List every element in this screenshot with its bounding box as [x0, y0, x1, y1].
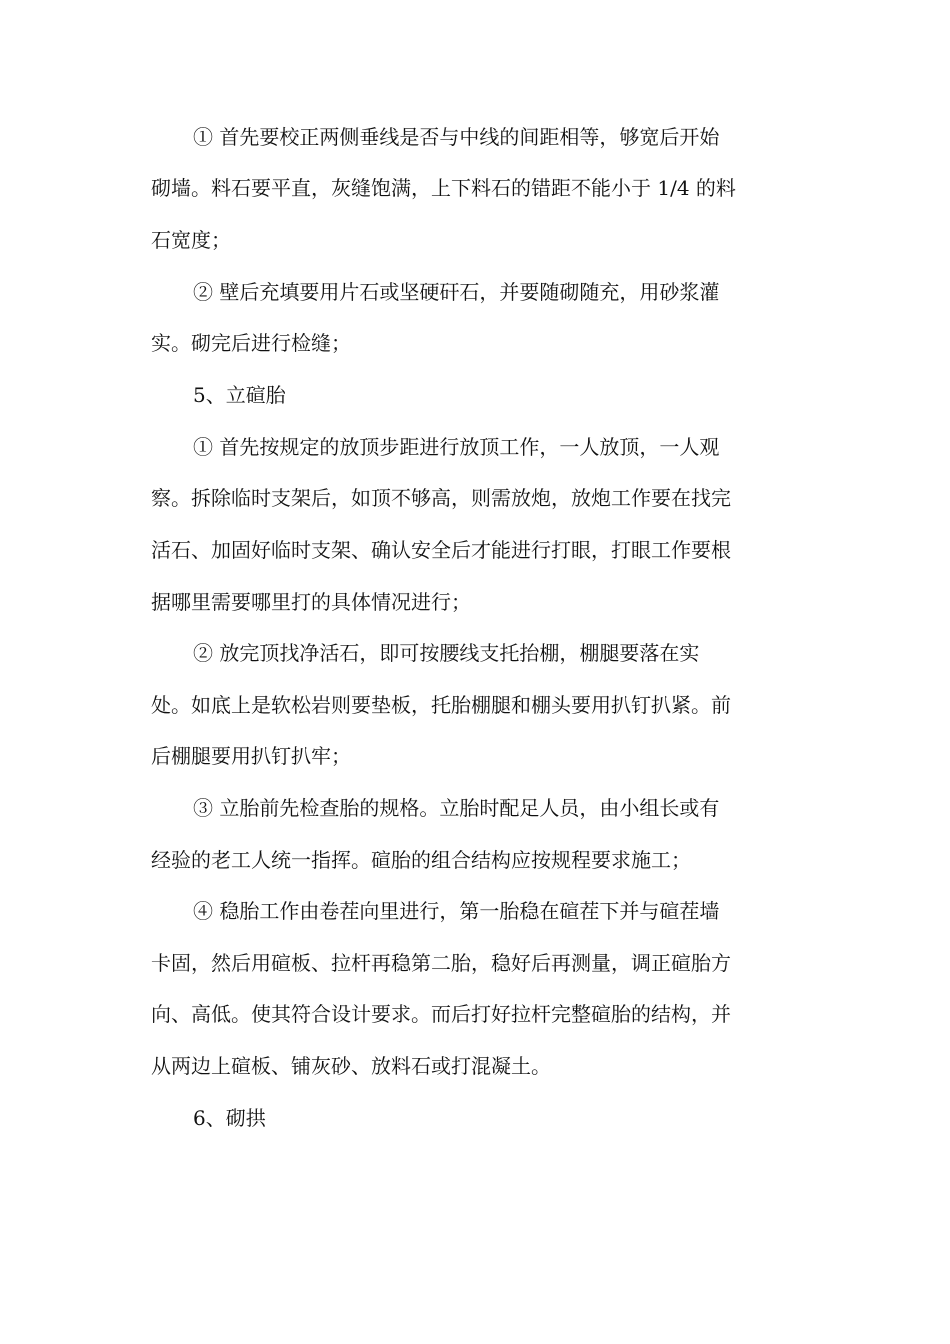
paragraph-line: ④ 稳胎工作由卷茬向里进行，第一胎稳在碹茬下并与碹茬墙 — [193, 899, 720, 923]
paragraph-line: 后棚腿要用扒钉扒牢； — [151, 744, 351, 768]
paragraph-line: ② 放完顶找净活石，即可按腰线支托抬棚，棚腿要落在实 — [193, 641, 700, 665]
paragraph-line: 卡固，然后用碹板、拉杆再稳第二胎，稳好后再测量，调正碹胎方 — [151, 951, 731, 975]
paragraph-line: 据哪里需要哪里打的具体情况进行； — [151, 590, 471, 614]
paragraph-line: 砌墙。料石要平直，灰缝饱满，上下料石的错距不能小于 1/4 的料 — [151, 176, 736, 200]
paragraph-line: 察。拆除临时支架后，如顶不够高，则需放炮，放炮工作要在找完 — [151, 486, 731, 510]
paragraph-line: 经验的老工人统一指挥。碹胎的组合结构应按规程要求施工； — [151, 848, 691, 872]
section-heading: 5、立碹胎 — [193, 383, 286, 407]
paragraph-line: ① 首先要校正两侧垂线是否与中线的间距相等，够宽后开始 — [193, 125, 720, 149]
paragraph-line: 处。如底上是软松岩则要垫板，托胎棚腿和棚头要用扒钉扒紧。前 — [151, 693, 731, 717]
paragraph-line: 活石、加固好临时支架、确认安全后才能进行打眼，打眼工作要根 — [151, 538, 731, 562]
paragraph-line: ② 壁后充填要用片石或坚硬矸石，并要随砌随充，用砂浆灌 — [193, 280, 720, 304]
paragraph-line: ③ 立胎前先检查胎的规格。立胎时配足人员，由小组长或有 — [193, 796, 720, 820]
paragraph-line: 向、高低。使其符合设计要求。而后打好拉杆完整碹胎的结构，并 — [151, 1002, 731, 1026]
paragraph-line: 实。砌完后进行检缝； — [151, 331, 351, 355]
paragraph-line: 从两边上碹板、铺灰砂、放料石或打混凝土。 — [151, 1054, 551, 1078]
section-heading: 6、砌拱 — [193, 1106, 266, 1130]
paragraph-line: 石宽度； — [151, 228, 231, 252]
paragraph-line: ① 首先按规定的放顶步距进行放顶工作，一人放顶，一人观 — [193, 435, 720, 459]
